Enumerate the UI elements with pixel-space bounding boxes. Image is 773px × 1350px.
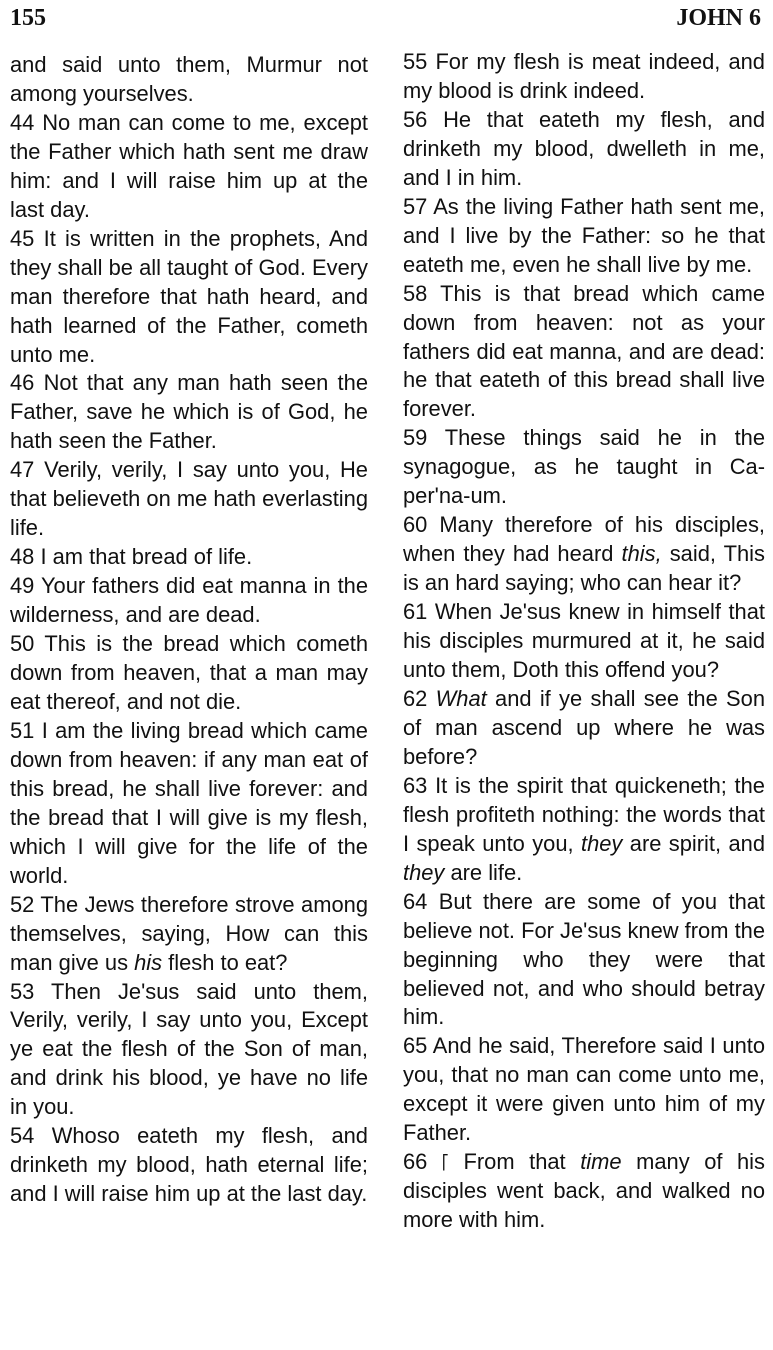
verse-text: And he said, Therefore said I unto you, that no man can come unto me, except it were given unto him of my Father. [403,1033,765,1146]
verse-61 [403,598,765,685]
verse-49 [10,572,368,630]
italic-word: they [403,859,445,885]
verse-text: But there are some of you that believe not. For Je'sus knew from the beginning who they were that believed not, and who should betray him. [403,888,765,1030]
verse-57 [403,193,765,280]
page-header [0,0,773,36]
verse-number: 44 [10,109,35,135]
verse-text: It is the spirit that quickeneth; the flesh profiteth nothing: the words that I speak unto you, [403,772,765,856]
verse-65 [403,1032,765,1148]
italic-word: time [580,1149,622,1175]
verse-number: 66 [403,1149,428,1175]
verse-text: Verily, verily, I say unto you, He that believeth on me hath everlasting life. [10,457,368,541]
verse-text: This is the bread which cometh down from heaven, that a man may eat thereof, and not die. [10,631,369,714]
verse-number: 51 [10,717,35,743]
verse-text: Whoso eateth my flesh, and drinketh my blood, hath eternal life; and I will raise him up at the last day. [10,1123,368,1207]
verse-63 [403,772,765,888]
verse-text: Then Je'sus said unto them, Verily, verily, I say unto you, Except ye eat the flesh of the Son of man, and drink his blood, ye have no life in you. [10,978,368,1120]
verse-number: 50 [10,631,35,657]
verse-number: 52 [10,891,35,917]
verse-number: 60 [403,512,428,538]
verse-number: 65 [403,1033,428,1059]
verse-number: 48 [10,544,35,570]
paragraph-marker: ⎡ [441,1154,449,1171]
verse-56 [403,106,765,193]
verse-47 [10,456,368,543]
verse-text: Not that any man hath seen the Father, save he which is of God, he hath seen the Father. [10,370,368,454]
verse-text: are spirit, and [622,830,765,856]
verse-54 [10,1122,368,1209]
verse-58 [403,280,765,425]
verse-51 [10,717,368,891]
verse-number: 64 [403,888,428,914]
verse-text: said, This is an hard saying; who can hear it? [403,541,765,596]
verse-number: 57 [403,193,428,219]
verse-text: Many therefore of his disciples, when they had heard [403,512,765,567]
verse-52 [10,891,368,978]
verse-text: flesh to eat? [162,949,288,975]
verse-text: are life. [444,859,523,885]
verse-text: I am that bread of life. [40,544,253,570]
verse-number: 58 [403,280,428,306]
verse-text: many of his disciples went back, and walked no more with him. [403,1149,765,1233]
verse-text: It is written in the prophets, And they shall be all taught of God. Every man therefore that hath heard, and hath learned of the Father, cometh unto me. [10,225,368,367]
verse-number: 45 [10,225,35,251]
verse-text: This is that bread which came down from heaven: not as your fathers did eat manna, and are dead: he that eateth of this bread shall live forever. [403,280,765,422]
verse-number: 54 [10,1123,35,1149]
verse-number: 63 [403,772,428,798]
page-number: 155 [10,5,46,31]
verse-number: 53 [10,978,35,1004]
italic-word: his [134,949,163,975]
verse-number: 55 [403,49,428,74]
verse-number: 56 [403,106,428,132]
verse-text: For my flesh is meat indeed, and my blood is drink indeed. [403,49,765,103]
verse-number: 62 [403,685,428,711]
verse-text: When Je'sus knew in himself that his disciples murmured at it, he said unto them, Doth this offend you? [403,599,765,683]
italic-word: this, [621,541,662,567]
verse-60 [403,511,765,598]
verse-55 [403,48,765,106]
verse-number: 61 [403,599,428,625]
verse-53 [10,978,368,1123]
verse-64 [403,888,765,1033]
verse-text: and said unto them, Murmur not among yourselves. [10,52,368,106]
verse-text: From that [463,1149,581,1175]
left-column [10,51,368,1209]
verse-62 [403,685,765,772]
verse-45 [10,225,368,370]
verse-text: No man can come to me, except the Father which hath sent me draw him: and I will raise him up at the last day. [10,109,368,222]
verse-text: He that eateth my flesh, and drinketh my blood, dwelleth in me, and I in him. [403,106,765,190]
italic-word: they [581,830,623,856]
verse-66 [403,1148,765,1235]
verse-number: 47 [10,457,35,483]
verse-text: These things said he in the synagogue, as he taught in Caper'na-um. [403,425,765,509]
verse-continuation [10,51,368,109]
verse-50 [10,630,368,717]
verse-44 [10,109,368,225]
verse-number: 49 [10,573,35,599]
verse-text: I am the living bread which came down from heaven: if any man eat of this bread, he shall live forever: and the bread that I will give is my flesh, which I will give for the life of the world. [10,717,368,888]
verse-number: 59 [403,425,428,451]
running-head: JOHN 6 [676,5,761,31]
verse-text: As the living Father hath sent me, and I live by the Father: so he that eateth me, even he shall live by me. [403,193,765,277]
verse-text: The Jews therefore strove among themselves, saying, How can this man give us [10,891,368,975]
italic-word: What [435,685,487,711]
verse-number: 46 [10,370,35,396]
verse-59 [403,424,765,511]
verse-48 [10,543,368,572]
right-column [403,48,765,1235]
verse-46 [10,369,368,456]
verse-text: Your fathers did eat manna in the wilderness, and are dead. [10,573,368,628]
verse-text: and if ye shall see the Son of man ascend up where he was before? [403,685,765,769]
